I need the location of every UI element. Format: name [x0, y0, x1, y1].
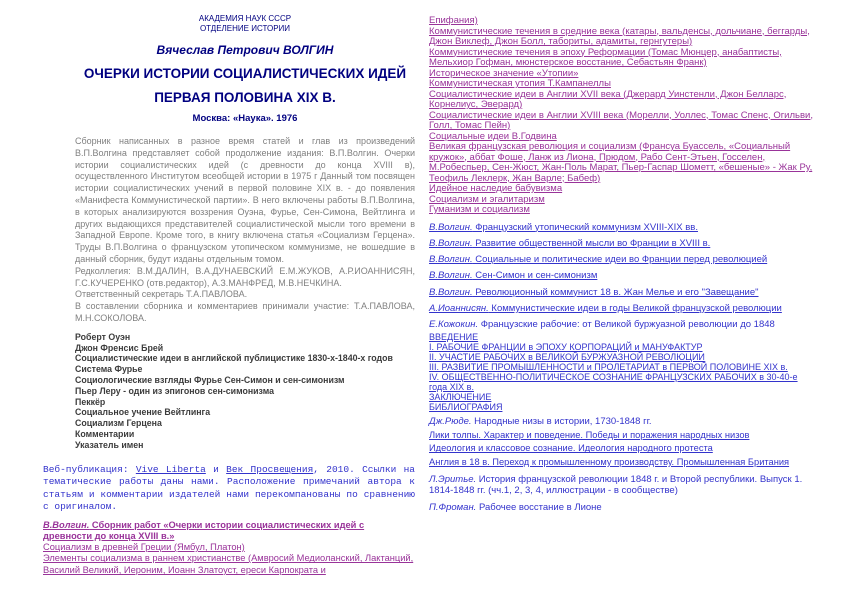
entry-title: Коммунистические идеи в годы Великой французской революции: [488, 302, 782, 314]
visited-link[interactable]: [43, 520, 364, 541]
contents-item: Социальное учение Вейтлинга: [75, 407, 211, 418]
visited-link[interactable]: Историческое значение «Утопии»: [429, 67, 579, 79]
book-title-line1: ОЧЕРКИ ИСТОРИИ СОЦИАЛИСТИЧЕСКИХ ИДЕЙ: [83, 66, 407, 81]
visited-link[interactable]: Социализм и эгалитаризм: [429, 193, 545, 205]
entry-segment: ,: [519, 485, 525, 497]
rude-link[interactable]: Идеология и классовое сознание. Идеология народного протеста: [429, 443, 713, 454]
note-segment: , 2010. Ссылки на тематические работы даны нами. Расположение примечаний автора к статьям и комментарии издателей нами перекомпанованы по сравнению с оригиналом.: [43, 463, 416, 513]
imprint: Москва: «Наука». 1976: [192, 113, 298, 124]
link-text: Сборник работ «Очерки истории социалистических идей с древности до конца XVIII в.»: [43, 519, 365, 541]
contents-item: Джон Френсис Брей: [75, 342, 164, 353]
visited-link-row: [43, 553, 415, 576]
entry-segment: История французской революции 1848 г. и Второй республики. Выпуск 1. 1814-1848 гг. (чч.: [429, 474, 803, 497]
toc-link[interactable]: БИБЛИОГРАФИЯ: [429, 402, 503, 413]
entry-title: Развитие общественной мысли во Франции в XVIII в.: [472, 237, 711, 249]
section-author: Дж.Рюде.: [429, 416, 472, 428]
toc-link[interactable]: III. РАЗВИТИЕ ПРОМЫШЛЕННОСТИ и ПРОЛЕТАРИАТ в ПЕРВОЙ ПОЛОВИНЕ XIX в.: [429, 362, 788, 373]
visited-link-row: [429, 48, 813, 69]
volgin-entry: [429, 271, 813, 282]
volgin-entries: [429, 223, 813, 315]
division-name: ОТДЕЛЕНИЕ ИСТОРИИ: [199, 24, 291, 33]
toc-row: [429, 392, 813, 402]
entry-title: Социальные и политические идеи во Франции перед революцией: [472, 254, 768, 266]
visited-link[interactable]: Социалистические идеи в Англии XVIII века (Морелли, Уоллес, Томас Спенс, Огильви, Голл, Томас Пейн): [429, 109, 813, 131]
entry-title: Революционный коммунист 18 в. Жан Мелье и его "Завещание": [472, 286, 759, 298]
visited-link[interactable]: Гуманизм и социализм: [429, 204, 530, 215]
visited-link[interactable]: Коммунистические течения в средние века (катары, вальденсы, дольчиане, беггарды, Джон Виклеф, Джон Болл, табориты, адамиты, гернгутеры): [429, 25, 810, 47]
kozhokin-heading: [429, 320, 813, 331]
editorial-board: Редколлегия: В.М.ДАЛИН, В.А.ДУНАЕВСКИЙ Е.М.ЖУКОВ, А.Р.ИОАННИСЯН, Г.С.КУЧЕРЕНКО (отв.редактор), А.З.МАНФРЕД, М.В.НЕЧКИНА.: [75, 265, 415, 288]
web-publication-note: [43, 464, 415, 514]
contents-item: Роберт Оуэн: [75, 331, 131, 342]
note-segment[interactable]: Vive Liberta: [135, 463, 206, 475]
rude-link-row: [429, 430, 813, 441]
visited-link[interactable]: Социалистические идеи в Англии XVII века (Джерард Уинстенли, Джон Белларс, Корнелиус, Эверард): [429, 88, 787, 110]
link-text: Социализм в древней Греции (Ямбул, Платон): [43, 542, 245, 553]
visited-link-row: [429, 205, 813, 216]
note-segment[interactable]: Век Просвещения: [226, 463, 314, 475]
left-column: [43, 14, 415, 576]
link-text: Элементы социализма в раннем христианстве (Амвросий Медиоланский, Лактанций, Василий Великий, Иероним, Иоанн Златоуст, ереси Карпократа и: [43, 553, 414, 575]
note-segment: и: [205, 463, 227, 475]
contents-item: Пеккёр: [75, 396, 106, 407]
secretary-line: Ответственный секретарь Т.А.ПАВЛОВА.: [75, 289, 248, 300]
froman-entry: [429, 502, 813, 513]
contributors-line: В составлении сборника и комментариев принимали участие: Т.А.ПАВЛОВА, М.Н.СОКОЛОВА.: [75, 301, 415, 323]
kozhokin-section: [429, 320, 813, 412]
entry-author: В.Волгин.: [429, 221, 473, 233]
entry-title: Французский утопический коммунизм XVIII-XIX вв.: [472, 221, 698, 233]
entry-link[interactable]: [429, 222, 698, 233]
entry-segment: ,: [540, 485, 547, 497]
eritye-entry: [429, 474, 813, 496]
note-segment: Веб-публикация:: [43, 463, 136, 475]
toc-row: [429, 402, 813, 412]
visited-links-left: [43, 520, 415, 576]
volgin-entry: [429, 239, 813, 250]
entry-author: В.Волгин.: [429, 286, 473, 298]
contents-item: Указатель имен: [75, 439, 144, 450]
entry-segment[interactable]: 4: [535, 485, 541, 497]
org-name: АКАДЕМИЯ НАУК СССР: [198, 14, 292, 23]
entry-title: Сен-Симон и сен-симонизм: [472, 270, 598, 282]
entry-segment: ,: [509, 485, 515, 497]
contents-list: [75, 332, 415, 451]
toc-link[interactable]: II. УЧАСТИЕ РАБОЧИХ в ВЕЛИКОЙ БУРЖУАЗНОЙ РЕВОЛЮЦИИ: [429, 352, 705, 363]
visited-link[interactable]: Коммунистические течения в эпоху Реформации (Томас Мюнцер, анабаптисты, Мельхиор Гофман, мюнстерское восстание, Себастьян Франк): [429, 46, 782, 68]
volgin-entry: [429, 255, 813, 266]
entry-segment: Л.Эритье.: [429, 474, 477, 486]
visited-link-row: [429, 90, 813, 111]
rude-link-row: [429, 443, 813, 454]
volgin-entry: [429, 223, 813, 234]
entry-segment[interactable]: 1: [503, 485, 510, 497]
book-author: Вячеслав Петрович ВОЛГИН: [156, 43, 334, 57]
visited-link-row: [429, 142, 813, 184]
annotation: [75, 136, 415, 325]
book-description-block: [75, 14, 415, 451]
toc-row: [429, 372, 813, 392]
contents-item: Социализм Герцена: [75, 418, 162, 429]
entry-author: В.Волгин.: [429, 237, 473, 249]
entry-segment[interactable]: П.Фроман.: [429, 502, 477, 514]
contents-item: Социалистические идеи в английской публицистике 1830-х-1840-х годов: [75, 353, 393, 364]
rude-link[interactable]: Англия в 18 в. Переход к промышленному производству. Промышленная Британия: [429, 456, 790, 467]
contents-item: Пьер Леру - один из эпигонов сен-симонизма: [75, 385, 274, 396]
toc-row: [429, 352, 813, 362]
entry-segment[interactable]: 2: [514, 485, 520, 497]
visited-link-row: [429, 111, 813, 132]
toc-link[interactable]: IV. ОБЩЕСТВЕННО-ПОЛИТИЧЕСКОЕ СОЗНАНИЕ ФРАНЦУЗСКИХ РАБОЧИХ в 30-40-е года XIX в.: [429, 372, 798, 393]
entry-author: В.Волгин.: [429, 270, 473, 282]
entry-link[interactable]: [429, 238, 710, 249]
volgin-entry: [429, 304, 813, 315]
visited-link-row: [43, 520, 415, 543]
visited-link[interactable]: Идейное наследие бабувизма: [429, 183, 563, 194]
annotation-paragraph: Сборник написанных в разное время статей и глав из произведений В.П.Волгина представляет собой продолжение издания: В.П.Волгин. Очерки истории социалистических идей (с древности до конца XVIII в), осуществленного Институтом всеобщей истории в 1975 г Данный том посвящен истории социалистических учений в первой половине XIX в. - до появления «Манифеста Коммунистической партии». В него включены работы В.П.Волгина, в которых анализируются воззрения Оуэна, Фурье, Сен-Симона, Вейтлинга и других выдающихся представителей социалистической мысли того времени в Западной Европе. Кроме того, в книгу включена статья «Социализм Герцена». Труды В.П.Волгина о французском утопическом коммунизме, не вошедшие в данный сборник, будут изданы отдельным томом.: [75, 136, 415, 264]
masthead: [75, 14, 415, 124]
toc-link[interactable]: ВВЕДЕНИЕ: [429, 332, 479, 343]
entry-link[interactable]: [429, 270, 597, 281]
entry-segment[interactable]: Рабочее восстание в Лионе: [476, 502, 602, 514]
rude-section: [429, 417, 813, 467]
rude-heading: [429, 417, 813, 428]
toc-row: [429, 362, 813, 372]
entry-segment: ,: [530, 485, 536, 497]
visited-links-right: [429, 16, 813, 216]
visited-link[interactable]: Социальные идеи В.Годвина: [429, 130, 557, 142]
entry-author: А.Иоаннисян.: [429, 302, 489, 314]
visited-link[interactable]: Коммунистическая утопия Т.Кампанеллы: [429, 78, 611, 89]
right-column: [429, 16, 813, 513]
visited-link[interactable]: Епифания): [429, 15, 478, 26]
entry-link[interactable]: [429, 254, 767, 265]
contents-item: Система Фурье: [75, 364, 143, 375]
toc-link[interactable]: ЗАКЛЮЧЕНИЕ: [429, 392, 492, 403]
rude-link[interactable]: Лики толпы. Характер и поведение. Победы и поражения народных низов: [429, 429, 750, 440]
visited-link[interactable]: [43, 553, 413, 574]
contents-item: Комментарии: [75, 428, 135, 439]
visited-link-row: [429, 27, 813, 48]
entry-link[interactable]: [429, 303, 782, 314]
toc-link[interactable]: I. РАБОЧИЕ ФРАНЦИИ в ЭПОХУ КОРПОРАЦИЙ и МАНУФАКТУР: [429, 342, 703, 353]
kozhokin-toc: [429, 332, 813, 412]
link-author: В.Волгин.: [43, 519, 90, 530]
section-author: Е.Кожокин.: [429, 319, 479, 331]
entry-segment: ): [674, 485, 678, 497]
visited-link[interactable]: [43, 542, 245, 552]
volgin-entry: [429, 288, 813, 299]
toc-row: [429, 342, 813, 352]
rude-links: [429, 430, 813, 468]
entry-author: В.Волгин.: [429, 254, 473, 266]
entry-segment[interactable]: иллюстрации - в сообществе: [546, 485, 675, 497]
visited-link-row: [43, 542, 415, 553]
rude-link-row: [429, 457, 813, 468]
book-title-line2: ПЕРВАЯ ПОЛОВИНА XIX В.: [154, 90, 336, 105]
entry-segment[interactable]: 3: [524, 485, 531, 497]
visited-link[interactable]: Великая французская революция и социализм (Франсуа Буассель, «Социальный кружок», аббат Фоше, Ланж из Лиона, Прюдом, Рабо Сент-Этьен, Госселен, М.Робеспьер, Сен-Жюст, Жан-Поль Марат, Пьер-Гаспар Шометт, «бешеные» - Жак Ру, Теофиль Леклерк, Жан Варле; Бабеф): [429, 141, 813, 184]
section-title: Французские рабочие: от Великой буржуазной революции до 1848: [478, 319, 775, 331]
section-title: Народные низы в истории, 1730-1848 гг.: [471, 416, 652, 428]
contents-item: Социологические взгляды Фурье Сен-Симон и сен-симонизм: [75, 374, 345, 385]
entry-link[interactable]: [429, 287, 759, 298]
toc-row: [429, 332, 813, 342]
